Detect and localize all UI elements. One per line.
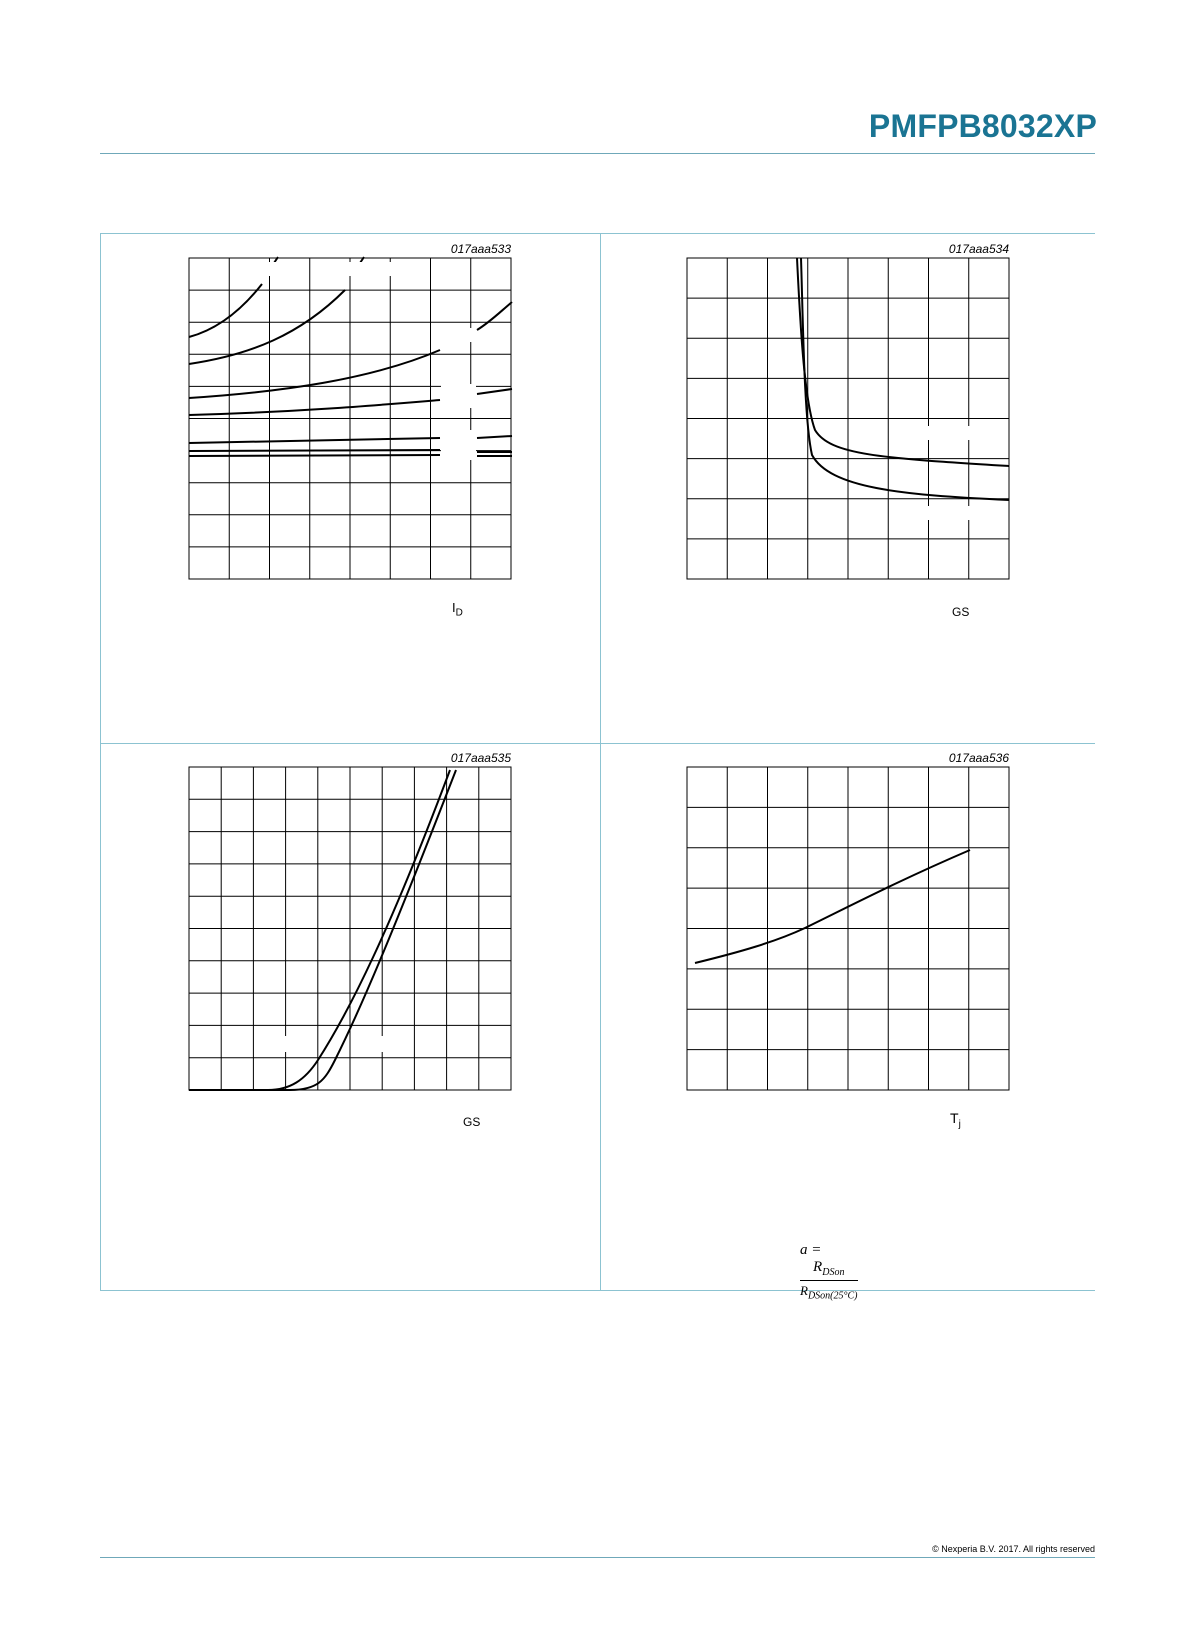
- formula-numerator: $R_{DSon}$: [800, 1259, 858, 1281]
- figure-1-code: 017aaa533: [450, 242, 511, 256]
- figure-1-x-axis-label: $I_D$: [452, 600, 463, 619]
- figure-3-x-axis-label: GS: [463, 1115, 481, 1129]
- formula-denominator: $R_{DSon(25^\circ C)}$: [800, 1283, 858, 1302]
- formula-lhs: a =: [800, 1242, 822, 1258]
- figure-4-formula: [800, 1242, 858, 1302]
- page-title: PMFPB8032XP: [868, 108, 1097, 144]
- figure-2-code: 017aaa534: [948, 242, 1009, 256]
- figure-3-code: 017aaa535: [450, 751, 511, 765]
- formula-fraction: [800, 1259, 858, 1302]
- footer-copyright: © Nexperia B.V. 2017. All rights reserved: [932, 1544, 1095, 1554]
- figure-4-code: 017aaa536: [948, 751, 1009, 765]
- footer-rule: [100, 1557, 1095, 1558]
- figure-4-grid: [687, 767, 1009, 1090]
- figure-2-x-axis-label: GS: [952, 605, 970, 619]
- figure-4-x-axis-label: $T_j$: [950, 1110, 961, 1130]
